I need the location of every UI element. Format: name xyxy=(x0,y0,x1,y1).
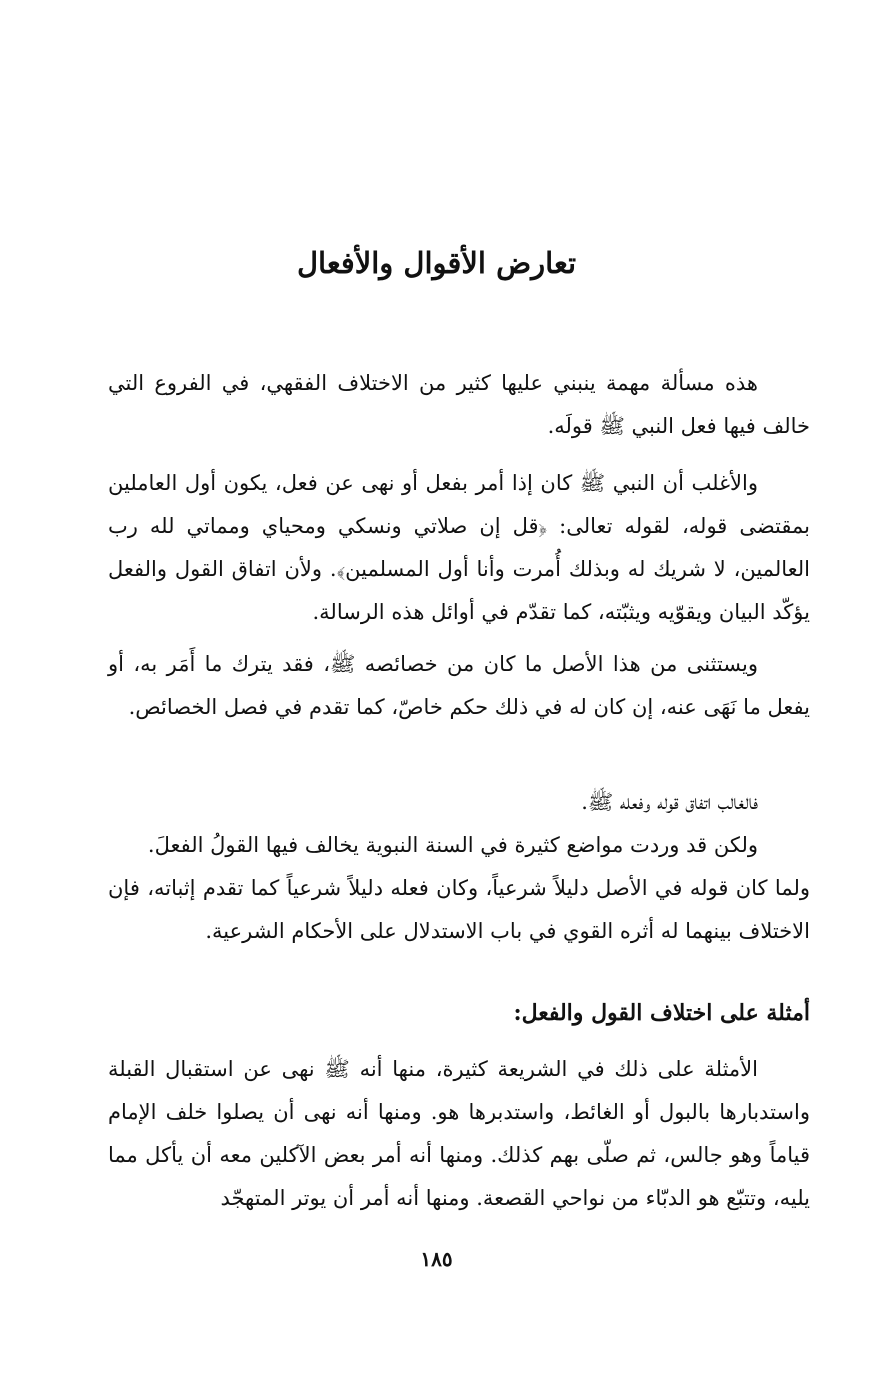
section-heading: أمثلة على اختلاف القول والفعل: xyxy=(513,1000,810,1026)
paragraph: فالغالب اتفاق قوله وفعله ﷺ. xyxy=(581,790,758,814)
paragraph-1-block xyxy=(108,362,810,448)
page-number: ١٨٥ xyxy=(420,1247,453,1271)
chapter-title: تعارض الأقوال والأفعال xyxy=(296,246,577,280)
paragraph: ويستثنى من هذا الأصل ما كان من خصائصه ﷺ، فقد يترك ما أَمَر به، أو يفعل ما نَهَى عنه، إن كان له في ذلك حكم خاصّ، كما تقدم في فصل الخصائص. xyxy=(108,652,810,719)
paragraph: هذه مسألة مهمة ينبني عليها كثير من الاختلاف الفقهي، في الفروع التي خالف فيها فعل النبي ﷺ قولَه. xyxy=(108,371,810,438)
paragraph-3-block xyxy=(108,643,810,729)
paragraph: الأمثلة على ذلك في الشريعة كثيرة، منها أنه ﷺ نهى عن استقبال القبلة واستدبارها بالبول أو الغائط، واستدبرها هو. ومنها أنه نهى أن يصلوا خلف الإمام قياماً وهو جالس، ثم صلّى بهم كذلك. ومنها أنه أمر بعض الآكلين معه أن يأكل مما يليه، وتتبّع هو الدبّاء من نواحي القصعة. ومنها أنه أمر أن يوتر المتهجّد xyxy=(108,1057,810,1210)
paragraph-2-block xyxy=(108,462,810,634)
paragraph-4-block xyxy=(108,781,810,953)
section-paragraph-block xyxy=(108,1048,810,1220)
paragraph: ولما كان قوله في الأصل دليلاً شرعياً، وكان فعله دليلاً شرعياً كما تقدم إثباته، فإن الاختلاف بينهما له أثره القوي في باب الاستدلال على الأحكام الشرعية. xyxy=(108,876,810,943)
paragraph: ولكن قد وردت مواضع كثيرة في السنة النبوية يخالف فيها القولُ الفعلَ. xyxy=(147,833,758,857)
paragraph: والأغلب أن النبي ﷺ كان إذا أمر بفعل أو نهى عن فعل، يكون أول العاملين بمقتضى قوله، لقوله تعالى: ﴿قل إن صلاتي ونسكي ومحياي ومماتي لله رب العالمين، لا شريك له وبذلك أُمرت وأنا أول المسلمين﴾. ولأن اتفاق القول والفعل يؤكّد البيان ويقوّيه ويثبّته، كما تقدّم في أوائل هذه الرسالة. xyxy=(108,471,810,624)
